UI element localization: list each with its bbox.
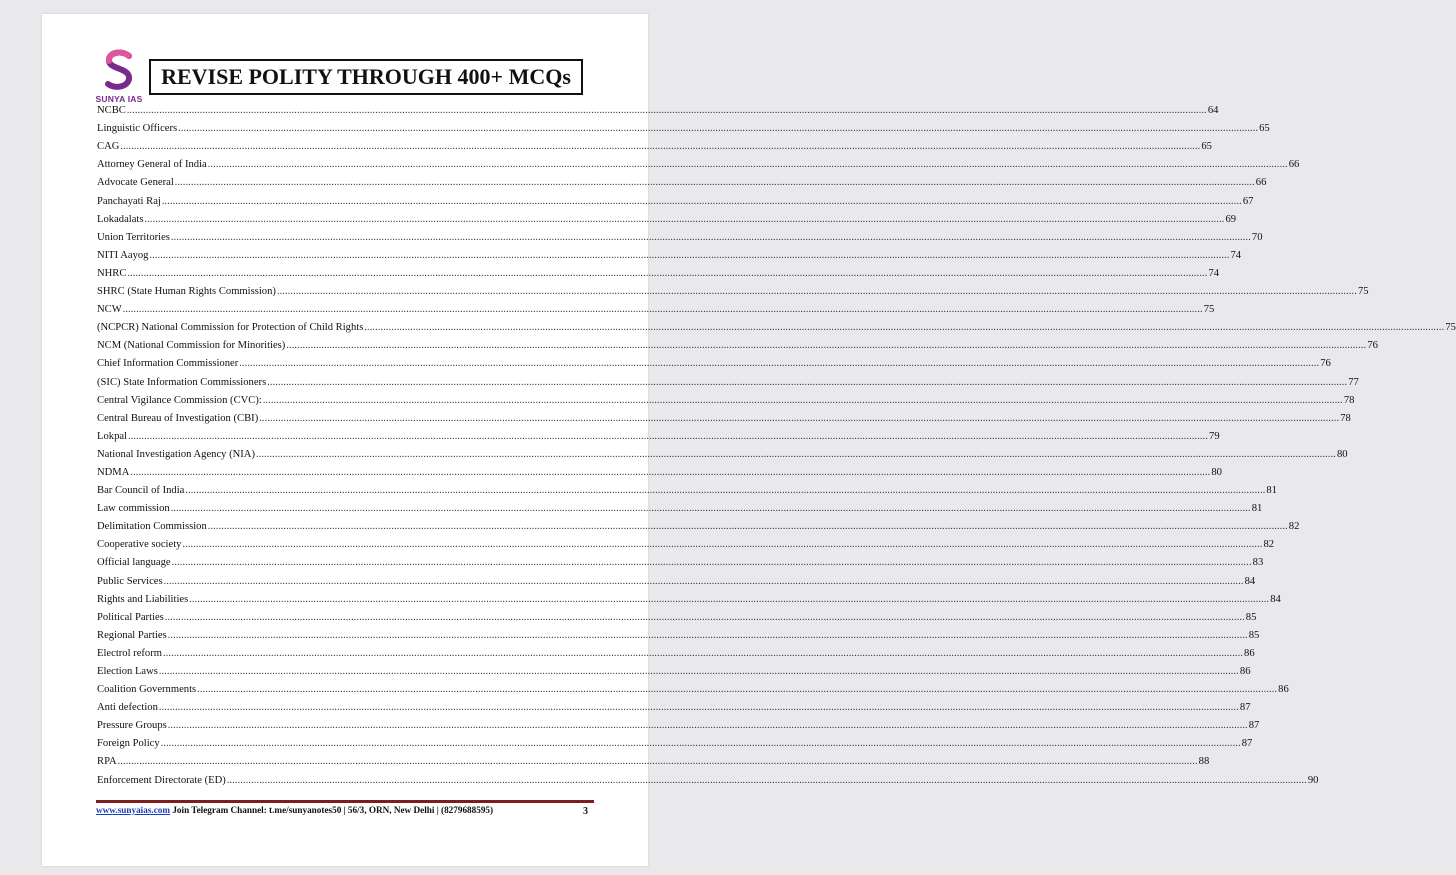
toc-leader-dots: ................................................................................................................................................................................................................................................................................................................................................................................................................	[174, 177, 1255, 189]
toc-entry-page: 78	[1340, 412, 1351, 424]
toc-entry-label: CAG	[97, 141, 120, 153]
toc-entry-page: 81	[1266, 485, 1277, 497]
toc-entry-label: Official language	[97, 557, 171, 569]
toc-entry-page: 85	[1248, 629, 1260, 641]
toc-entry-page: 76	[1320, 358, 1331, 370]
toc-entry-label: (SIC) State Information Commissioners	[97, 376, 267, 388]
toc-entry-label: Central Vigilance Commission (CVC):	[97, 394, 262, 406]
toc-entry-page: 75	[1203, 304, 1215, 316]
toc-leader-dots: ................................................................................................................................................................................................................................................................................................................................................................................................................	[122, 304, 1203, 316]
toc-entry-label: Political Parties	[97, 611, 164, 623]
toc-leader-dots: ................................................................................................................................................................................................................................................................................................................................................................................................................	[128, 430, 1209, 442]
toc-leader-dots: ................................................................................................................................................................................................................................................................................................................................................................................................................	[120, 141, 1201, 153]
logo-text: SUNYA IAS	[95, 94, 143, 104]
toc-leader-dots: ................................................................................................................................................................................................................................................................................................................................................................................................................	[207, 521, 1288, 533]
toc-entry-label: Cooperative society	[97, 539, 182, 551]
toc-entry[interactable]	[97, 407, 1351, 425]
toc-entry[interactable]	[97, 226, 1263, 244]
toc-entry[interactable]	[97, 479, 1277, 497]
toc-entry-page: 76	[1367, 340, 1378, 352]
toc-entry-page: 69	[1225, 213, 1237, 225]
toc-leader-dots: ................................................................................................................................................................................................................................................................................................................................................................................................................	[161, 195, 1242, 207]
toc-leader-dots: ................................................................................................................................................................................................................................................................................................................................................................................................................	[167, 720, 1248, 732]
toc-entry-label: Central Bureau of Investigation (CBI)	[97, 412, 259, 424]
toc-entry-label: NITI Aayog	[97, 249, 149, 261]
toc-entry-page: 65	[1259, 123, 1270, 135]
toc-entry[interactable]	[97, 714, 1260, 732]
toc-leader-dots: ................................................................................................................................................................................................................................................................................................................................................................................................................	[182, 539, 1263, 551]
toc-entry[interactable]	[97, 732, 1253, 750]
toc-entry-label: RPA	[97, 756, 117, 768]
toc-entry-label: Election Laws	[97, 666, 158, 677]
toc-entry-label: NCW	[97, 304, 122, 316]
toc-entry[interactable]	[97, 425, 1220, 443]
toc-entry[interactable]	[97, 533, 1275, 551]
toc-entry-page: 84	[1244, 575, 1256, 587]
toc-leader-dots: ................................................................................................................................................................................................................................................................................................................................................................................................................	[158, 666, 1239, 677]
toc-entry-page: 87	[1241, 738, 1253, 750]
page-title: REVISE POLITY THROUGH 400+ MCQs	[149, 59, 583, 95]
toc-entry[interactable]	[97, 117, 1270, 135]
toc-entry-page: 85	[1245, 611, 1257, 623]
toc-entry-label: Electrol reform	[97, 647, 163, 659]
toc-entry[interactable]	[97, 153, 1300, 171]
toc-entry-label: Foreign Policy	[97, 738, 160, 750]
logo-s-icon	[102, 50, 136, 92]
toc-entry[interactable]	[97, 316, 1456, 334]
toc-leader-dots: ................................................................................................................................................................................................................................................................................................................................................................................................................	[126, 105, 1207, 117]
toc-leader-dots: ................................................................................................................................................................................................................................................................................................................................................................................................................	[185, 485, 1266, 497]
toc-entry[interactable]	[97, 171, 1267, 189]
toc-entry[interactable]	[97, 135, 1212, 153]
toc-entry-label: Rights and Liabilities	[97, 593, 189, 605]
toc-entry-page: 80	[1336, 448, 1348, 460]
toc-leader-dots: ................................................................................................................................................................................................................................................................................................................................................................................................................	[127, 267, 1208, 279]
toc-entry-label: SHRC (State Human Rights Commission)	[97, 286, 276, 298]
toc-entry-label: NCBC	[97, 105, 126, 117]
toc-entry[interactable]	[97, 768, 1319, 786]
toc-leader-dots: ................................................................................................................................................................................................................................................................................................................................................................................................................	[170, 231, 1251, 243]
toc-entry-label: National Investigation Agency (NIA)	[97, 448, 255, 460]
toc-entry[interactable]	[97, 515, 1300, 533]
toc-leader-dots: ................................................................................................................................................................................................................................................................................................................................................................................................................	[276, 286, 1357, 298]
toc-entry-page: 86	[1239, 666, 1251, 677]
toc-entry-page: 83	[1252, 557, 1264, 569]
toc-entry[interactable]	[97, 461, 1222, 479]
toc-leader-dots: ................................................................................................................................................................................................................................................................................................................................................................................................................	[197, 684, 1278, 696]
toc-leader-dots: ................................................................................................................................................................................................................................................................................................................................................................................................................	[170, 503, 1251, 515]
toc-entry-page: 86	[1244, 647, 1255, 659]
toc-entry-label: Lokpal	[97, 430, 128, 442]
toc-entry-label: Union Territories	[97, 231, 170, 243]
footer	[96, 805, 596, 815]
toc-entry-page: 78	[1343, 394, 1355, 406]
footer-text: Join Telegram Channel: t.me/sunyanotes50 | 56/3, ORN, New Delhi | (8279688595)	[170, 805, 494, 815]
toc-entry[interactable]	[97, 569, 1256, 587]
toc-entry-label: Enforcement Directorate (ED)	[97, 774, 226, 786]
toc-entry-page: 80	[1211, 466, 1222, 478]
toc-entry-page: 65	[1201, 141, 1212, 153]
toc-entry-label: Attorney General of India	[97, 159, 207, 171]
toc-entry[interactable]	[97, 280, 1369, 298]
toc-entry[interactable]	[97, 389, 1355, 407]
toc-entry-page: 66	[1288, 159, 1300, 171]
toc-leader-dots: ................................................................................................................................................................................................................................................................................................................................................................................................................	[267, 376, 1348, 388]
toc-entry[interactable]	[97, 443, 1348, 461]
toc-entry-page: 74	[1208, 267, 1220, 279]
toc-entry-label: (NCPCR) National Commission for Protection of Child Rights	[97, 322, 364, 334]
table-of-contents	[97, 99, 1456, 787]
toc-entry-page: 75	[1445, 322, 1456, 334]
toc-leader-dots: ................................................................................................................................................................................................................................................................................................................................................................................................................	[163, 647, 1244, 659]
toc-leader-dots: ................................................................................................................................................................................................................................................................................................................................................................................................................	[239, 358, 1320, 370]
toc-entry-label: Panchayati Raj	[97, 195, 161, 207]
toc-entry[interactable]	[97, 370, 1359, 388]
toc-leader-dots: ................................................................................................................................................................................................................................................................................................................................................................................................................	[255, 448, 1336, 460]
toc-entry[interactable]	[97, 352, 1331, 370]
toc-entry-label: Chief Information Commissioner	[97, 358, 239, 370]
toc-entry-label: NCM (National Commission for Minorities)	[97, 340, 286, 352]
toc-entry-label: Advocate General	[97, 177, 174, 189]
toc-entry-page: 86	[1278, 684, 1289, 696]
toc-entry[interactable]	[97, 588, 1281, 606]
page-number: 3	[583, 806, 588, 817]
toc-entry-label: Bar Council of India	[97, 485, 185, 497]
toc-entry-label: Regional Parties	[97, 629, 167, 641]
toc-entry[interactable]	[97, 660, 1251, 678]
toc-leader-dots: ................................................................................................................................................................................................................................................................................................................................................................................................................	[158, 702, 1239, 714]
toc-entry-label: Public Services	[97, 575, 163, 587]
toc-entry-page: 79	[1209, 430, 1220, 442]
toc-entry-label: NDMA	[97, 466, 130, 478]
toc-leader-dots: ................................................................................................................................................................................................................................................................................................................................................................................................................	[226, 774, 1307, 786]
toc-entry[interactable]	[97, 750, 1210, 768]
toc-entry-label: Coalition Governments	[97, 684, 197, 696]
toc-entry-label: Anti defection	[97, 702, 158, 714]
toc-leader-dots: ................................................................................................................................................................................................................................................................................................................................................................................................................	[163, 575, 1244, 587]
toc-leader-dots: ................................................................................................................................................................................................................................................................................................................................................................................................................	[286, 340, 1367, 352]
toc-entry[interactable]	[97, 244, 1242, 262]
toc-entry-page: 67	[1242, 195, 1254, 207]
toc-entry-page: 75	[1357, 286, 1369, 298]
toc-entry-page: 82	[1263, 539, 1275, 551]
toc-entry[interactable]	[97, 189, 1254, 207]
toc-entry-label: Delimitation Commission	[97, 521, 207, 533]
toc-entry-label: NHRC	[97, 267, 127, 279]
toc-entry[interactable]	[97, 551, 1264, 569]
toc-entry[interactable]	[97, 624, 1260, 642]
toc-leader-dots: ................................................................................................................................................................................................................................................................................................................................................................................................................	[178, 123, 1259, 135]
toc-entry[interactable]	[97, 99, 1219, 117]
toc-entry[interactable]	[97, 606, 1257, 624]
toc-leader-dots: ................................................................................................................................................................................................................................................................................................................................................................................................................	[117, 756, 1198, 768]
toc-leader-dots: ................................................................................................................................................................................................................................................................................................................................................................................................................	[149, 249, 1230, 261]
toc-entry-page: 77	[1348, 376, 1359, 388]
toc-leader-dots: ................................................................................................................................................................................................................................................................................................................................................................................................................	[164, 611, 1245, 623]
toc-entry-page: 74	[1230, 249, 1242, 261]
footer-divider	[96, 800, 594, 803]
toc-leader-dots: ................................................................................................................................................................................................................................................................................................................................................................................................................	[171, 557, 1252, 569]
toc-entry-page: 70	[1251, 231, 1263, 243]
toc-leader-dots: ................................................................................................................................................................................................................................................................................................................................................................................................................	[130, 466, 1211, 478]
toc-entry-page: 87	[1248, 720, 1260, 732]
toc-entry[interactable]	[97, 262, 1220, 280]
toc-entry-page: 90	[1307, 774, 1319, 786]
toc-entry[interactable]	[97, 208, 1237, 226]
toc-entry[interactable]	[97, 497, 1263, 515]
toc-entry[interactable]	[97, 678, 1289, 696]
toc-entry-label: Lokadalats	[97, 213, 144, 225]
toc-entry[interactable]	[97, 642, 1255, 660]
toc-entry[interactable]	[97, 298, 1215, 316]
toc-entry-page: 64	[1207, 105, 1219, 117]
document-page	[42, 14, 1456, 866]
toc-leader-dots: ................................................................................................................................................................................................................................................................................................................................................................................................................	[262, 394, 1343, 406]
toc-entry-label: Linguistic Officers	[97, 123, 178, 135]
toc-entry[interactable]	[97, 334, 1378, 352]
toc-leader-dots: ................................................................................................................................................................................................................................................................................................................................................................................................................	[207, 159, 1288, 171]
toc-entry-page: 84	[1270, 593, 1281, 605]
toc-entry-page: 88	[1198, 756, 1210, 768]
toc-leader-dots: ................................................................................................................................................................................................................................................................................................................................................................................................................	[144, 213, 1225, 225]
toc-leader-dots: ................................................................................................................................................................................................................................................................................................................................................................................................................	[160, 738, 1241, 750]
toc-leader-dots: ................................................................................................................................................................................................................................................................................................................................................................................................................	[167, 629, 1248, 641]
toc-leader-dots: ................................................................................................................................................................................................................................................................................................................................................................................................................	[364, 322, 1445, 334]
toc-entry-page: 66	[1255, 177, 1267, 189]
toc-entry-page: 82	[1288, 521, 1300, 533]
website-link[interactable]: www.sunyaias.com	[96, 805, 171, 815]
toc-leader-dots: ................................................................................................................................................................................................................................................................................................................................................................................................................	[189, 593, 1270, 605]
toc-entry[interactable]	[97, 696, 1251, 714]
toc-entry-label: Pressure Groups	[97, 720, 167, 732]
toc-entry-page: 81	[1251, 503, 1263, 515]
toc-entry-page: 87	[1239, 702, 1251, 714]
toc-leader-dots: ................................................................................................................................................................................................................................................................................................................................................................................................................	[259, 412, 1340, 424]
toc-entry-label: Law commission	[97, 503, 170, 515]
